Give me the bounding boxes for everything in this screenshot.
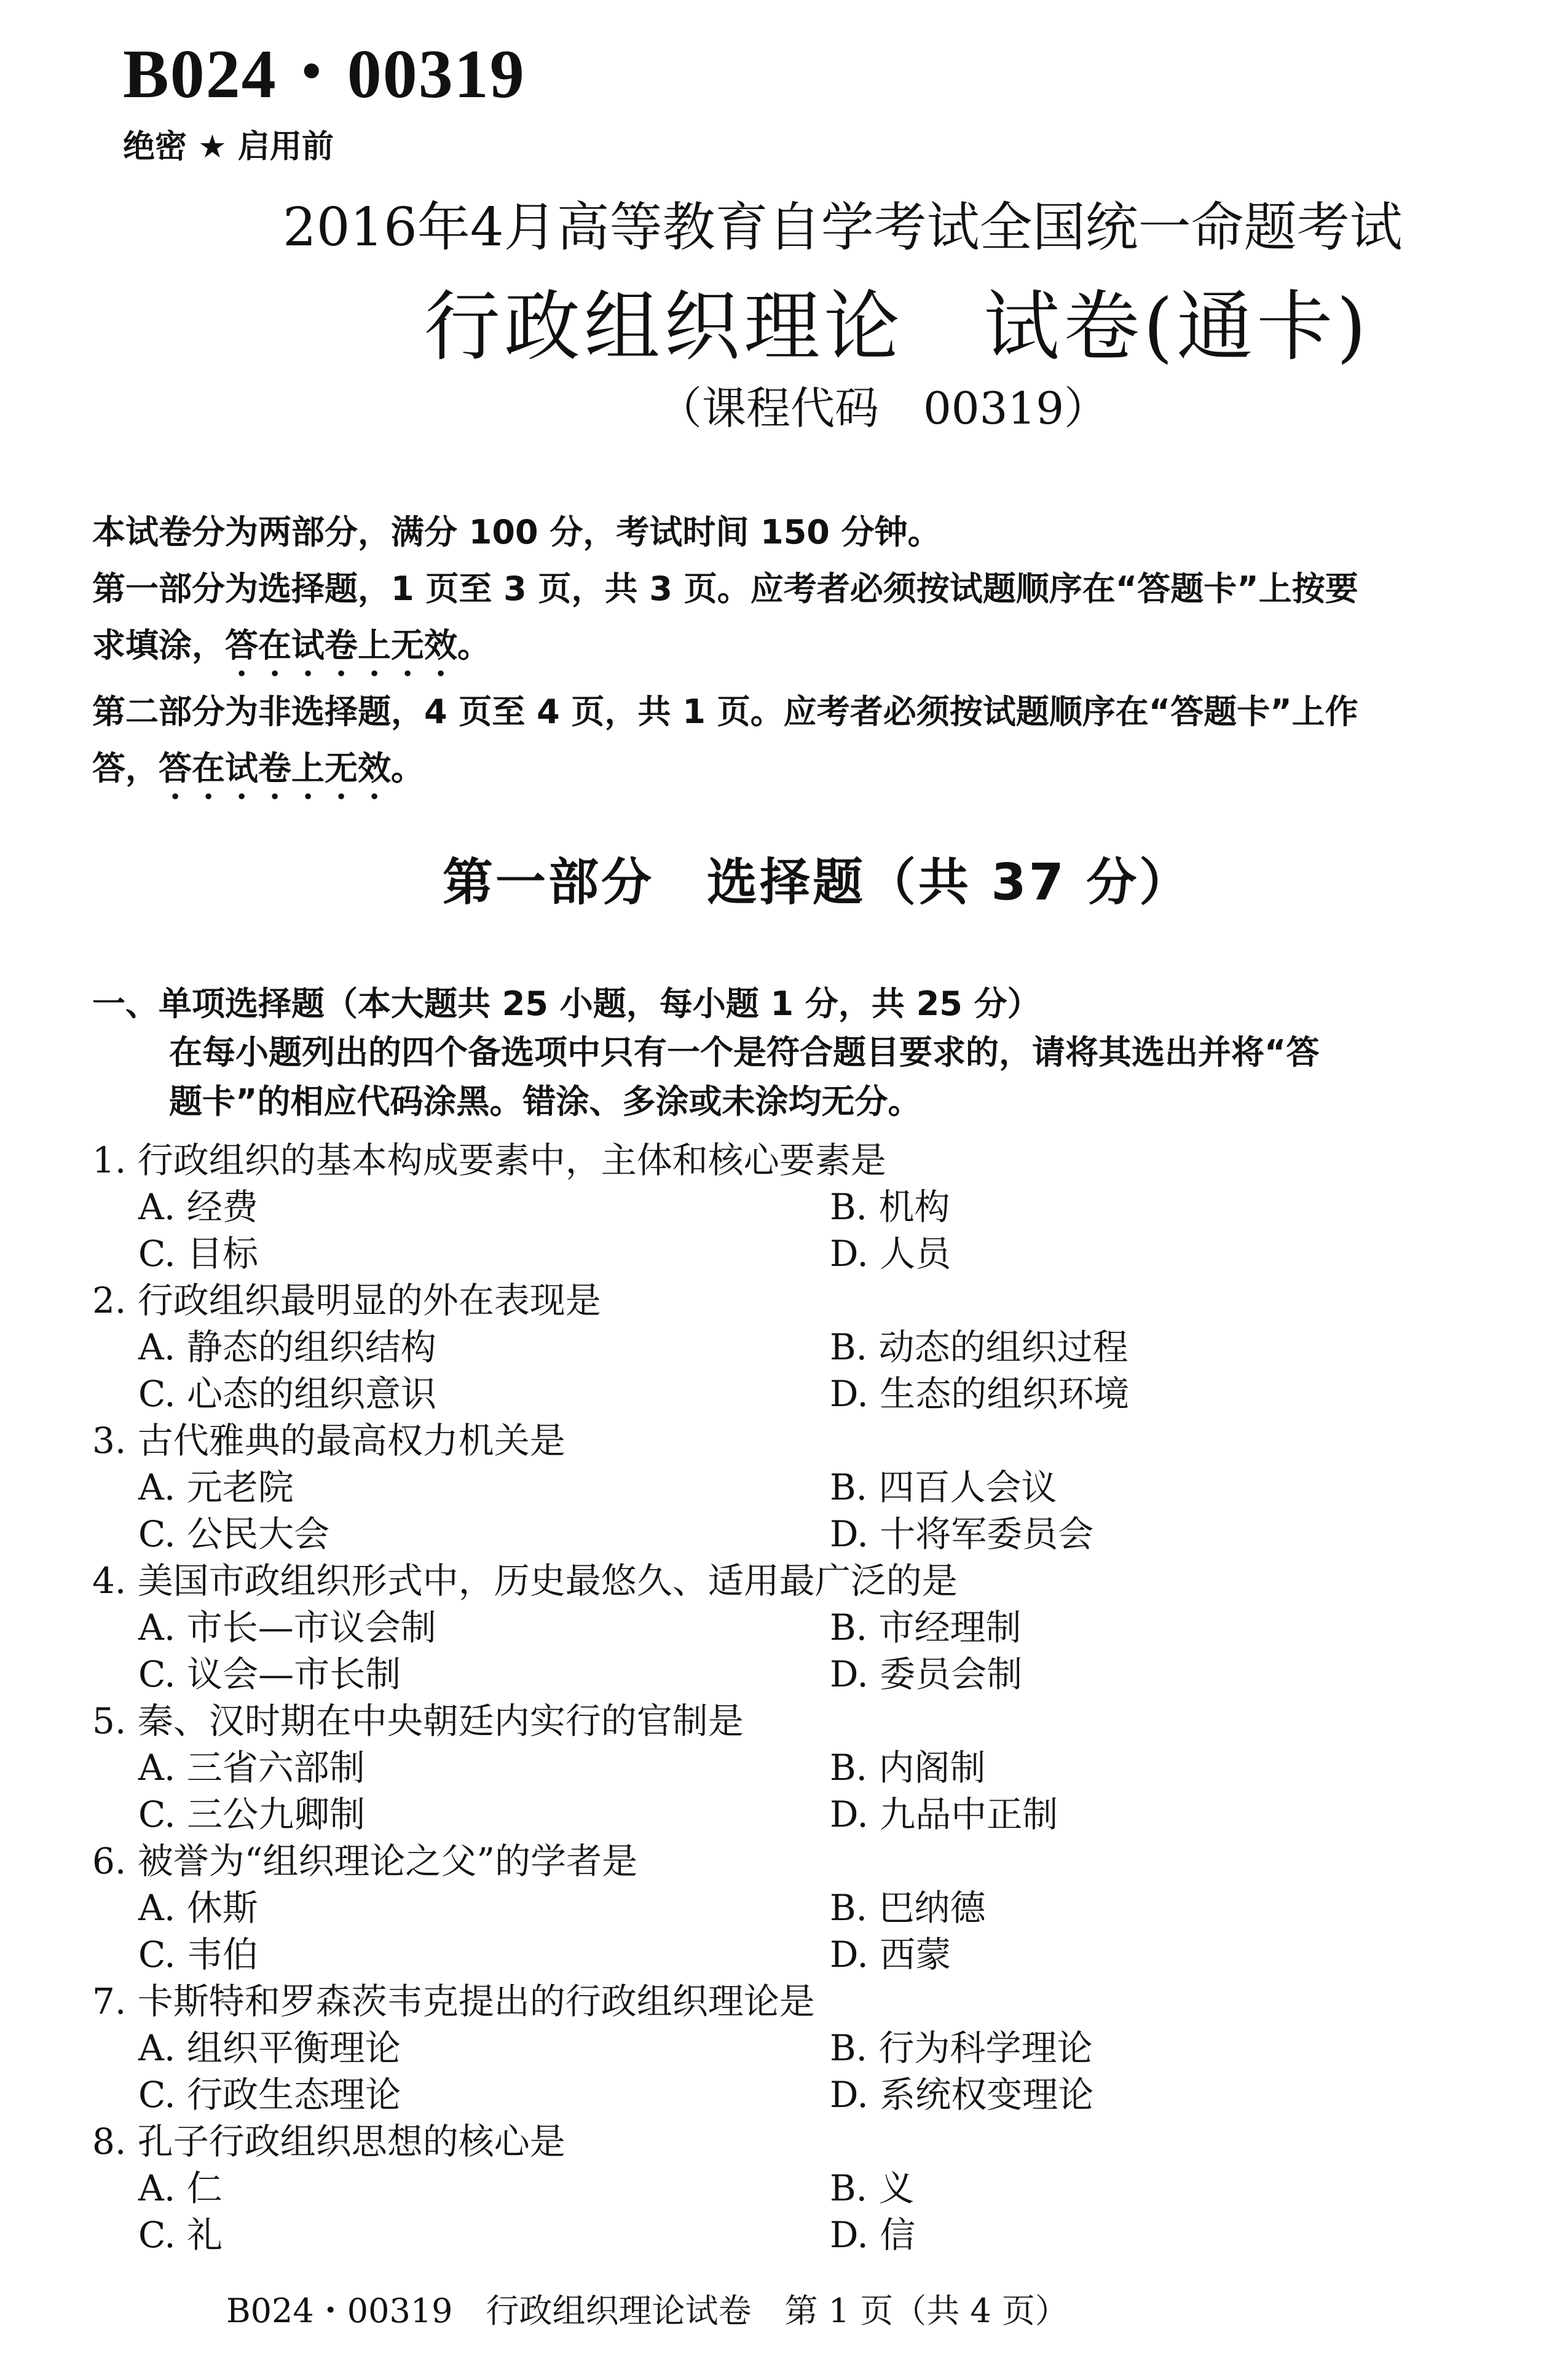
option-c: C. 心态的组织意识 — [138, 1373, 437, 1415]
option-a: A. 三省六部制 — [138, 1747, 365, 1789]
paper-title: 行政组织理论 试卷(通卡) — [424, 283, 1370, 371]
option-b: B. 义 — [830, 2167, 915, 2209]
page-footer: B024・00319 行政组织理论试卷 第 1 页（共 4 页） — [226, 2291, 1068, 2330]
instruction-line: 第二部分为非选择题，4 页至 4 页，共 1 页。应考者必须按试题顺序在“答题卡”上作 — [92, 692, 1358, 731]
option-b: B. 行为科学理论 — [830, 2027, 1093, 2069]
instruction-text: 。 — [391, 749, 424, 788]
option-a: A. 经费 — [138, 1186, 258, 1228]
question-stem: 5. 秦、汉时期在中央朝廷内实行的官制是 — [92, 1700, 744, 1742]
section-instruction-line: 题卡”的相应代码涂黑。错涂、多涂或未涂均无分。 — [169, 1082, 921, 1121]
exam-title: 2016年4月高等教育自学考试全国统一命题考试 — [283, 197, 1403, 258]
instruction-text: 。 — [457, 626, 490, 665]
option-d: D. 信 — [830, 2214, 916, 2256]
option-b: B. 四百人会议 — [830, 1466, 1057, 1508]
section-instructions — [169, 1028, 1521, 1126]
option-d: D. 委员会制 — [830, 1653, 1023, 1695]
instruction-line — [92, 740, 1524, 807]
option-a: A. 市长—市议会制 — [138, 1607, 436, 1648]
section-heading: 一、单项选择题（本大题共 25 小题，每小题 1 分，共 25 分） — [92, 984, 1041, 1023]
option-d: D. 西蒙 — [830, 1934, 951, 1975]
emphasis-text: 答在试卷上无效 — [225, 626, 457, 665]
option-a: A. 元老院 — [138, 1466, 294, 1508]
option-d: D. 生态的组织环境 — [830, 1373, 1130, 1415]
option-c: C. 公民大会 — [138, 1513, 330, 1555]
question-stem: 4. 美国市政组织形式中，历史最悠久、适用最广泛的是 — [92, 1560, 958, 1602]
question-stem: 2. 行政组织最明显的外在表现是 — [92, 1279, 601, 1321]
option-d: D. 系统权变理论 — [830, 2074, 1094, 2116]
option-d: D. 十将军委员会 — [830, 1513, 1094, 1555]
option-c: C. 礼 — [138, 2214, 223, 2256]
option-b: B. 内阁制 — [830, 1747, 986, 1789]
instruction-text: 求填涂， — [92, 626, 225, 665]
option-c: C. 韦伯 — [138, 1934, 259, 1975]
option-b: B. 巴纳德 — [830, 1887, 986, 1929]
option-d: D. 人员 — [830, 1233, 951, 1275]
option-a: A. 休斯 — [138, 1887, 258, 1929]
option-b: B. 机构 — [830, 1186, 950, 1228]
part-title: 第一部分 选择题（共 37 分） — [443, 853, 1192, 912]
instruction-line: 本试卷分为两部分，满分 100 分，考试时间 150 分钟。 — [92, 513, 941, 552]
instruction-text: 答， — [92, 749, 159, 788]
paper-code: B024・00319 — [123, 36, 526, 113]
option-d: D. 九品中正制 — [830, 1793, 1058, 1835]
option-c: C. 行政生态理论 — [138, 2074, 401, 2116]
option-b: B. 市经理制 — [830, 1607, 1022, 1648]
emphasis-text: 答在试卷上无效 — [159, 749, 391, 788]
option-c: C. 议会—市长制 — [138, 1653, 401, 1695]
option-a: A. 静态的组织结构 — [138, 1326, 436, 1368]
question-stem: 7. 卡斯特和罗森茨韦克提出的行政组织理论是 — [92, 1980, 815, 2022]
instruction-line: 第一部分为选择题，1 页至 3 页，共 3 页。应考者必须按试题顺序在“答题卡”上按要 — [92, 569, 1358, 608]
question-stem: 3. 古代雅典的最高权力机关是 — [92, 1420, 565, 1461]
option-a: A. 组织平衡理论 — [138, 2027, 401, 2069]
section-instruction-line: 在每小题列出的四个备选项中只有一个是符合题目要求的，请将其选出并将“答 — [169, 1033, 1320, 1072]
option-c: C. 目标 — [138, 1233, 259, 1275]
option-b: B. 动态的组织过程 — [830, 1326, 1129, 1368]
question-stem: 1. 行政组织的基本构成要素中，主体和核心要素是 — [92, 1139, 886, 1181]
instruction-line — [92, 617, 1524, 684]
option-a: A. 仁 — [138, 2167, 223, 2209]
question-stem: 8. 孔子行政组织思想的核心是 — [92, 2121, 565, 2162]
course-code: （课程代码 00319） — [658, 382, 1109, 434]
option-c: C. 三公九卿制 — [138, 1793, 366, 1835]
question-stem: 6. 被誉为“组织理论之父”的学者是 — [92, 1840, 638, 1882]
instructions-block — [92, 504, 1524, 807]
secret-label: 绝密 ★ 启用前 — [123, 128, 334, 165]
